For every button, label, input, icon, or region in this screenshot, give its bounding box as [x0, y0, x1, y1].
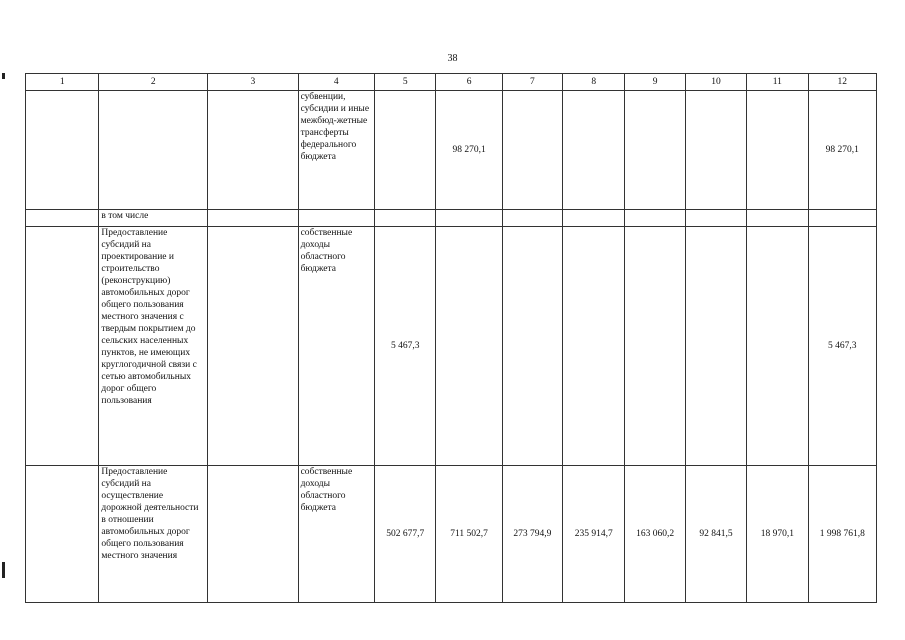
table-cell — [808, 210, 876, 227]
value-cell: 5 467,3 — [375, 227, 436, 466]
column-header: 5 — [375, 74, 436, 91]
column-header: 1 — [26, 74, 99, 91]
table-cell — [436, 210, 502, 227]
value-cell: 98 270,1 — [436, 91, 502, 210]
table-cell — [436, 227, 502, 466]
value-cell: 92 841,5 — [685, 466, 746, 603]
column-header: 3 — [208, 74, 299, 91]
column-header: 7 — [502, 74, 562, 91]
table-cell — [208, 466, 299, 603]
table-cell — [298, 210, 374, 227]
table-cell — [26, 91, 99, 210]
table-cell — [208, 91, 299, 210]
budget-table — [25, 73, 877, 603]
column-header: 6 — [436, 74, 502, 91]
table-cell — [208, 227, 299, 466]
table-cell — [26, 466, 99, 603]
scan-edge-mark — [2, 73, 5, 79]
value-cell: 235 914,7 — [563, 466, 625, 603]
table-cell — [685, 210, 746, 227]
total-cell: 98 270,1 — [808, 91, 876, 210]
description-cell: Предоставление субсидий на проектирование и строительство (реконструкцию) автомобильных дорог общего пользования местного значения с твердым покрытием до сельских населенных пунктов, не имеющих круглогодичной связи с сетью автомобильных дорог общего пользования — [99, 227, 208, 466]
table-cell — [747, 91, 808, 210]
table-cell — [563, 91, 625, 210]
total-cell: 5 467,3 — [808, 227, 876, 466]
table-row — [26, 210, 877, 227]
column-header: 12 — [808, 74, 876, 91]
table-cell — [502, 91, 562, 210]
description-cell: Предоставление субсидий на осуществление дорожной деятельности в отношении автомобильных дорог общего пользования местного значения — [99, 466, 208, 603]
table-cell — [625, 210, 685, 227]
column-header: 9 — [625, 74, 685, 91]
table-cell — [747, 210, 808, 227]
value-cell: 18 970,1 — [747, 466, 808, 603]
table-cell — [685, 227, 746, 466]
table-cell — [26, 210, 99, 227]
column-header: 2 — [99, 74, 208, 91]
table-row — [26, 466, 877, 603]
table-cell — [625, 227, 685, 466]
funding-source-cell: собственные доходы областного бюджета — [298, 466, 374, 603]
column-header: 4 — [298, 74, 374, 91]
total-cell: 1 998 761,8 — [808, 466, 876, 603]
table-cell — [375, 91, 436, 210]
value-cell: 273 794,9 — [502, 466, 562, 603]
scan-edge-mark — [2, 562, 5, 578]
page-number: 38 — [447, 53, 458, 64]
table-cell — [26, 227, 99, 466]
table-cell — [99, 91, 208, 210]
funding-source-cell: субвенции, субсидии и иные межбюд-жетные трансферты федерального бюджета — [298, 91, 374, 210]
value-cell: 711 502,7 — [436, 466, 502, 603]
funding-source-cell: собственные доходы областного бюджета — [298, 227, 374, 466]
table-cell — [563, 210, 625, 227]
table-cell — [747, 227, 808, 466]
table-row — [26, 227, 877, 466]
table-cell — [625, 91, 685, 210]
column-header: 10 — [685, 74, 746, 91]
table-cell — [502, 210, 562, 227]
column-header: 11 — [747, 74, 808, 91]
table-cell — [563, 227, 625, 466]
table-cell — [685, 91, 746, 210]
value-cell: 502 677,7 — [375, 466, 436, 603]
table-cell — [208, 210, 299, 227]
table-cell — [375, 210, 436, 227]
table-row — [26, 91, 877, 210]
column-header: 8 — [563, 74, 625, 91]
table-cell — [502, 227, 562, 466]
subheading-cell: в том числе — [99, 210, 208, 227]
header-row — [26, 74, 877, 91]
value-cell: 163 060,2 — [625, 466, 685, 603]
